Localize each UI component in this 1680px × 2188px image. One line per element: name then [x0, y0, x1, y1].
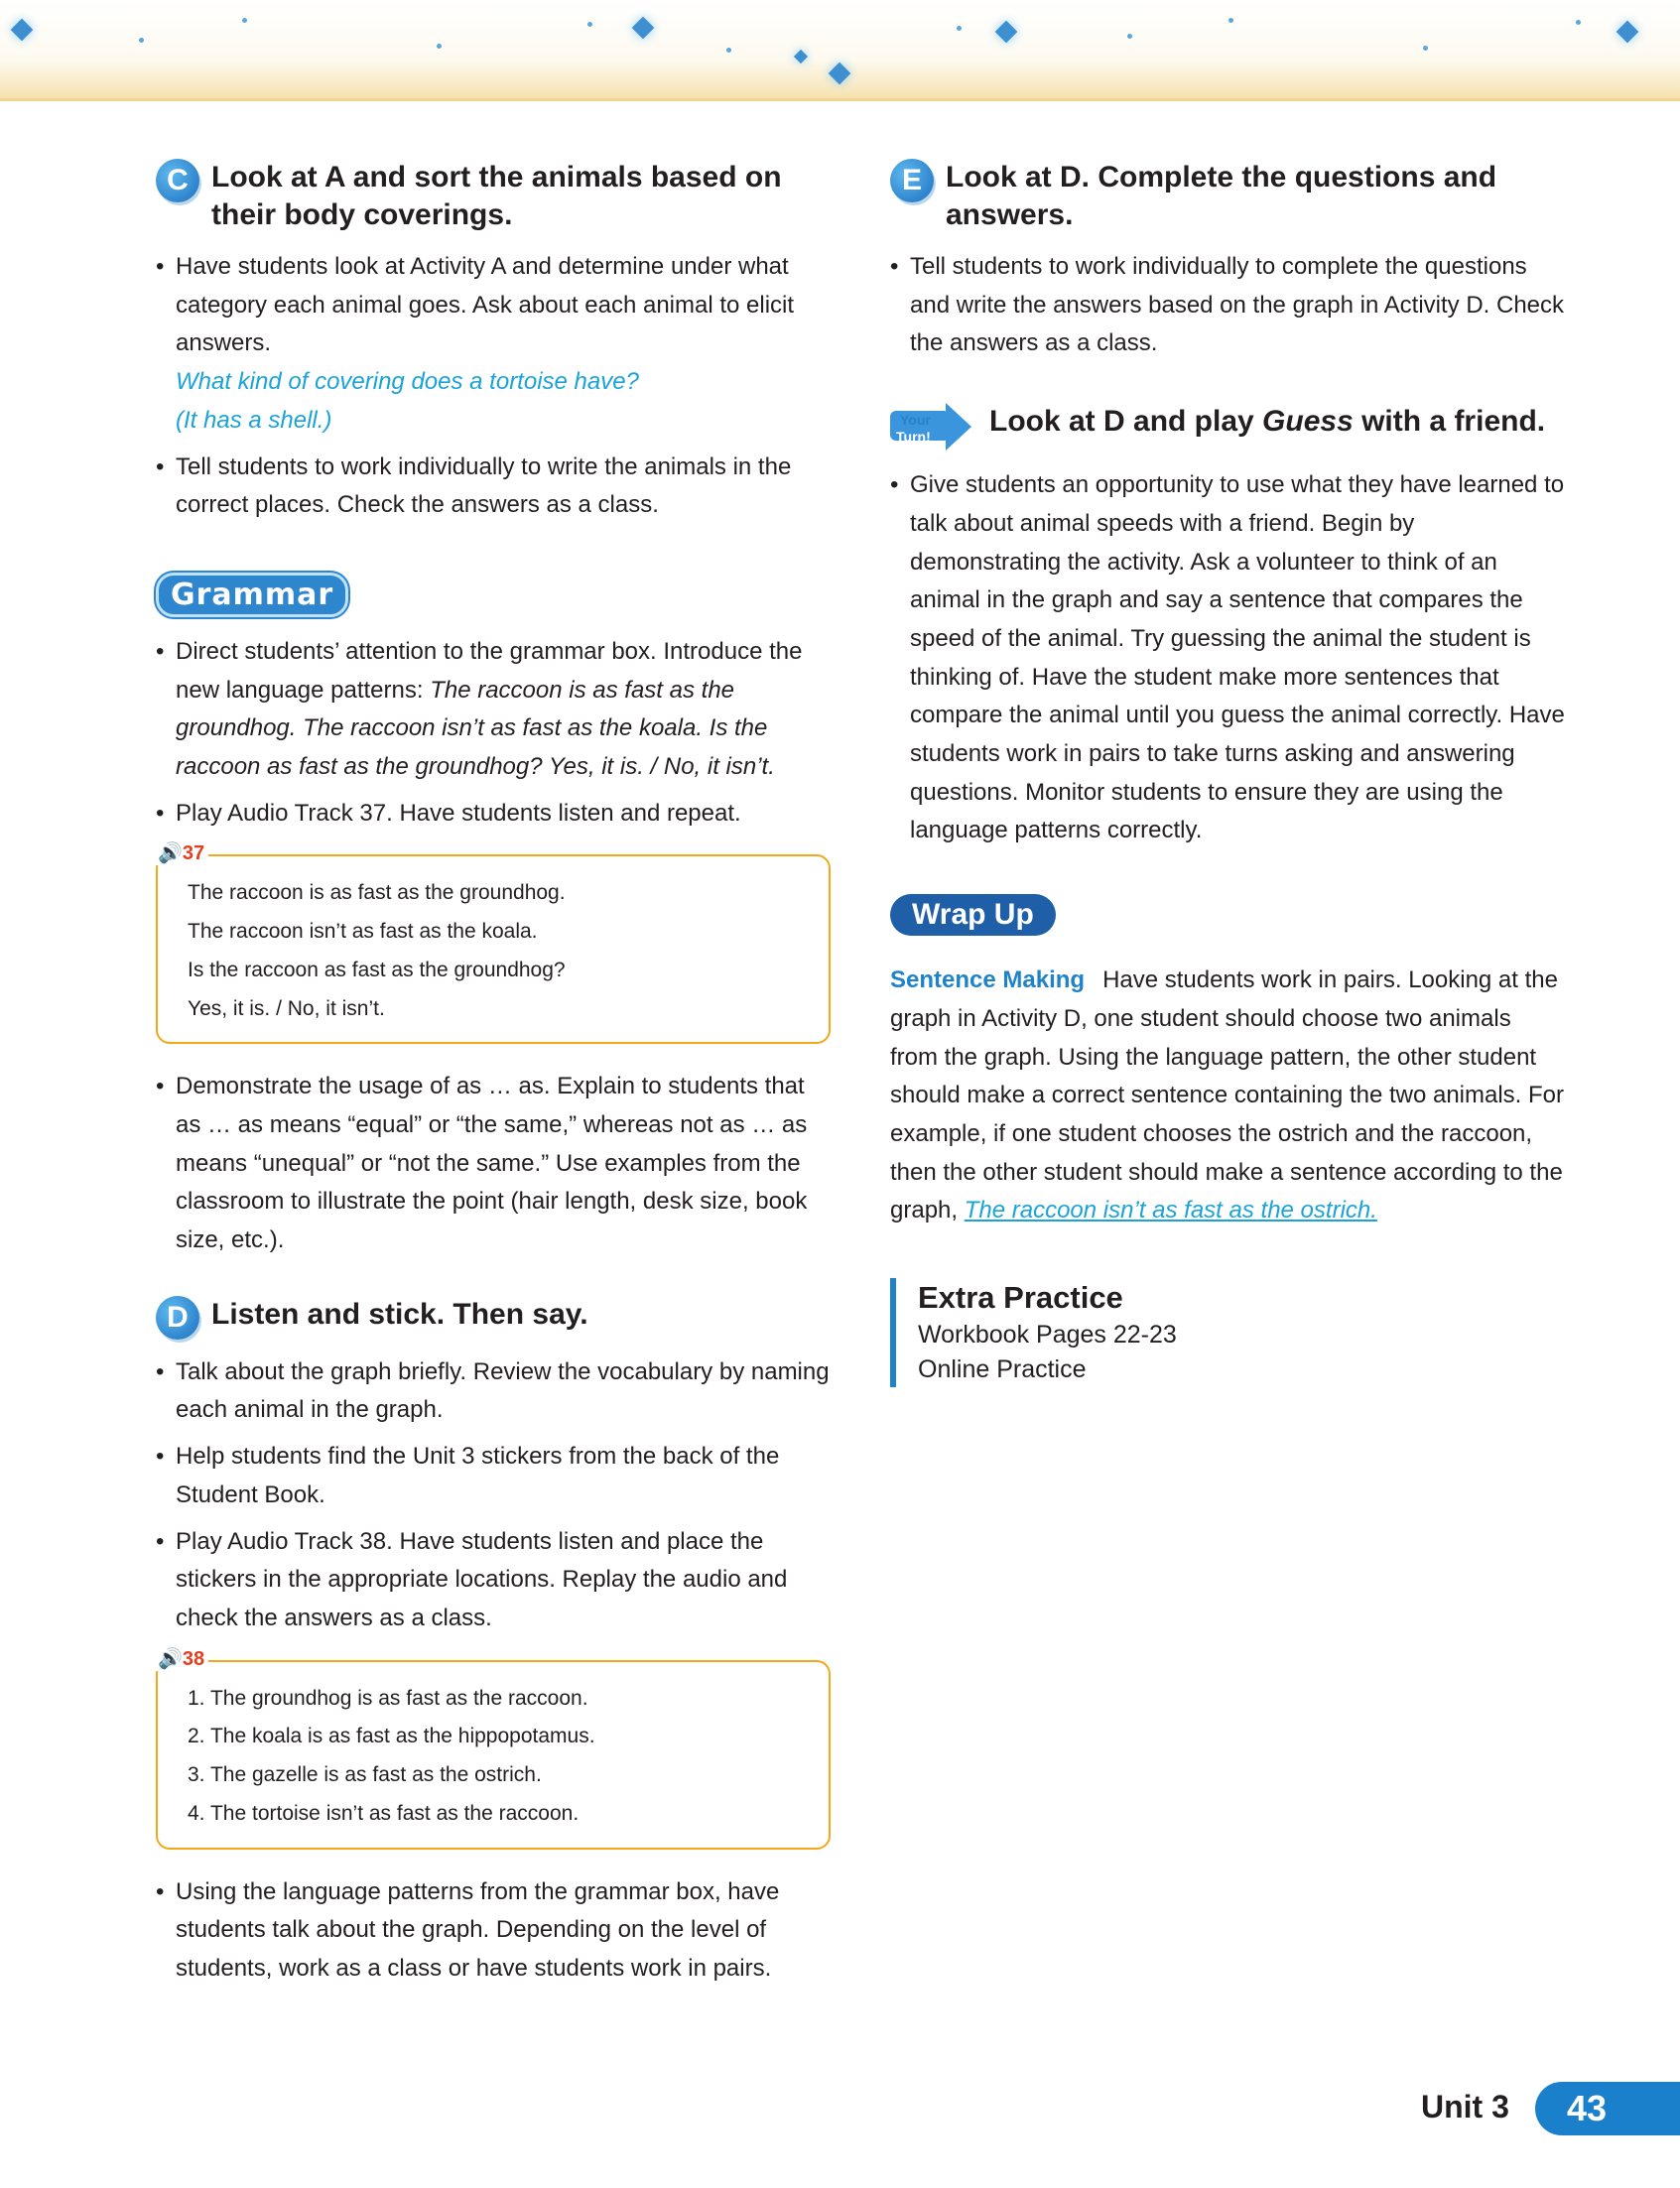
- audio-line: 2. The koala is as fast as the hippopotamus.: [188, 1725, 595, 1748]
- your-turn-arrow-icon: [890, 403, 973, 452]
- dot: [726, 48, 731, 53]
- list-item: • Give students an opportunity to use what they have learned to talk about animal speeds with a friend. Begin by demonstrating the activity. Ask a volunteer to think of an animal in the graph and say a sentence that compares the speed of the animal. Try guessing the animal the student is thinking of. Have the student make more sentences that compare the animal until you guess the animal correctly. Have students work in pairs to take turns asking and answering questions. Monitor students to ensure they are using the language patterns correctly.: [890, 466, 1565, 850]
- list-item: • Demonstrate the usage of as … as. Explain to students that as … as means “equal” or “the same,” whereas not as … as means “unequal” or “not the same.” Use examples from the classroom to illustrate the point (hair length, desk size, book size, etc.).: [156, 1068, 831, 1260]
- list-item: [156, 248, 831, 441]
- speaker-icon: 🔊: [158, 842, 183, 865]
- sparkle-icon: [995, 21, 1018, 44]
- grammar-logo: Grammar: [156, 573, 348, 617]
- audio-line: Is the raccoon as fast as the groundhog?: [188, 958, 566, 981]
- audio-line: The raccoon is as fast as the groundhog.: [188, 881, 566, 905]
- list-item: • Talk about the graph briefly. Review the vocabulary by naming each animal in the graph.: [156, 1353, 831, 1430]
- audio-line: Yes, it is. / No, it isn’t.: [188, 996, 385, 1020]
- dot: [1576, 20, 1581, 25]
- icon-text: Turn!: [896, 429, 931, 446]
- list-item: • Tell students to work individually to write the animals in the correct places. Check the answers as a class.: [156, 449, 831, 525]
- example-answer: (It has a shell.): [176, 406, 332, 434]
- sparkle-icon: [1616, 21, 1639, 44]
- audio-line: 1. The groundhog is as fast as the raccoon.: [188, 1686, 588, 1710]
- dot: [139, 38, 144, 43]
- section-letter-badge: D: [156, 1296, 199, 1340]
- section-title: Listen and stick. Then say.: [211, 1297, 588, 1331]
- wrap-up-title: Sentence Making: [890, 966, 1086, 994]
- dot: [1423, 46, 1428, 51]
- section-title: [989, 403, 1545, 441]
- list-item: • Using the language patterns from the grammar box, have students talk about the graph. Depending on the level of students, work as a class or have students work in pairs.: [156, 1873, 831, 1989]
- online-practice: Online Practice: [918, 1355, 1087, 1384]
- wrap-up-text: [890, 962, 1565, 1230]
- section-c-heading: [156, 159, 831, 234]
- track-number: 38: [182, 1647, 205, 1670]
- page-number: 43: [1535, 2082, 1680, 2135]
- section-letter-badge: C: [156, 159, 199, 202]
- language-pattern: The raccoon is as fast as the groundhog. The raccoon isn’t as fast as the koala. Is the raccoon as fast as the groundhog? Yes, it is. / No, it isn’t.: [176, 676, 775, 781]
- sparkle-icon: [794, 50, 808, 64]
- sparkle-icon: [632, 17, 655, 40]
- list-item: • Help students find the Unit 3 stickers from the back of the Student Book.: [156, 1438, 831, 1514]
- dot: [242, 18, 247, 23]
- title-part: Look at D and play: [989, 405, 1263, 439]
- wrap-up-body: Have students work in pairs. Looking at the graph in Activity D, one student should choose two animals from the graph. Using the language pattern, the other student should make a correct sentence containing the two animals. For example, if one student chooses the ostrich and the raccoon, then the other student should make a sentence according to the graph,: [890, 966, 1565, 1224]
- example-sentence: The raccoon isn’t as fast as the ostrich.: [964, 1197, 1377, 1224]
- audio-track-label[interactable]: [154, 1646, 208, 1671]
- right-column: [890, 159, 1565, 1387]
- dot: [587, 22, 592, 27]
- speaker-icon: 🔊: [158, 1647, 183, 1670]
- section-letter-badge: E: [890, 159, 934, 202]
- sparkle-icon: [829, 63, 851, 85]
- list-item: • Play Audio Track 37. Have students listen and repeat.: [156, 795, 831, 834]
- track-number: 37: [182, 842, 205, 865]
- audio-line: 3. The gazelle is as fast as the ostrich.: [188, 1763, 542, 1787]
- dot: [1127, 34, 1132, 39]
- extra-practice-title: Extra Practice: [918, 1280, 1123, 1316]
- wrap-up-badge: Wrap Up: [890, 894, 1056, 936]
- dot: [957, 26, 962, 31]
- title-part: with a friend.: [1353, 405, 1546, 439]
- bullet-text: Direct students’ attention to the grammar box. Introduce the new language patterns:: [176, 637, 803, 704]
- list-item: [156, 633, 831, 787]
- workbook-pages: Workbook Pages 22-23: [918, 1321, 1177, 1350]
- sparkle-icon: [11, 19, 34, 42]
- left-column: [156, 159, 831, 1996]
- section-e-heading: [890, 159, 1565, 234]
- section-title: Look at A and sort the animals based on their body coverings.: [211, 161, 782, 231]
- section-title: Look at D. Complete the questions and answers.: [946, 161, 1497, 231]
- your-turn-heading: [890, 403, 1565, 452]
- unit-label: Unit 3: [1421, 2089, 1509, 2124]
- dot: [1228, 18, 1233, 23]
- bullet-text: Have students look at Activity A and determine under what category each animal goes. Ask about each animal to elicit answers.: [176, 253, 795, 357]
- title-part: Guess: [1262, 405, 1354, 439]
- list-item: • Play Audio Track 38. Have students listen and place the stickers in the appropriate locations. Replay the audio and check the answers as a class.: [156, 1523, 831, 1638]
- audio-line: 4. The tortoise isn’t as fast as the raccoon.: [188, 1801, 580, 1825]
- list-item: • Tell students to work individually to complete the questions and write the answers based on the graph in Activity D. Check the answers as a class.: [890, 248, 1565, 363]
- audio-track-box: [156, 1647, 831, 1850]
- audio-track-box: [156, 842, 831, 1044]
- icon-text: Your: [900, 412, 931, 429]
- extra-practice: [890, 1278, 1565, 1387]
- audio-line: The raccoon isn’t as fast as the koala.: [188, 920, 538, 944]
- decorative-banner: [0, 0, 1680, 101]
- audio-track-label[interactable]: [154, 840, 208, 865]
- dot: [437, 44, 442, 49]
- section-d-heading: [156, 1296, 831, 1340]
- example-question: What kind of covering does a tortoise have?: [176, 368, 639, 396]
